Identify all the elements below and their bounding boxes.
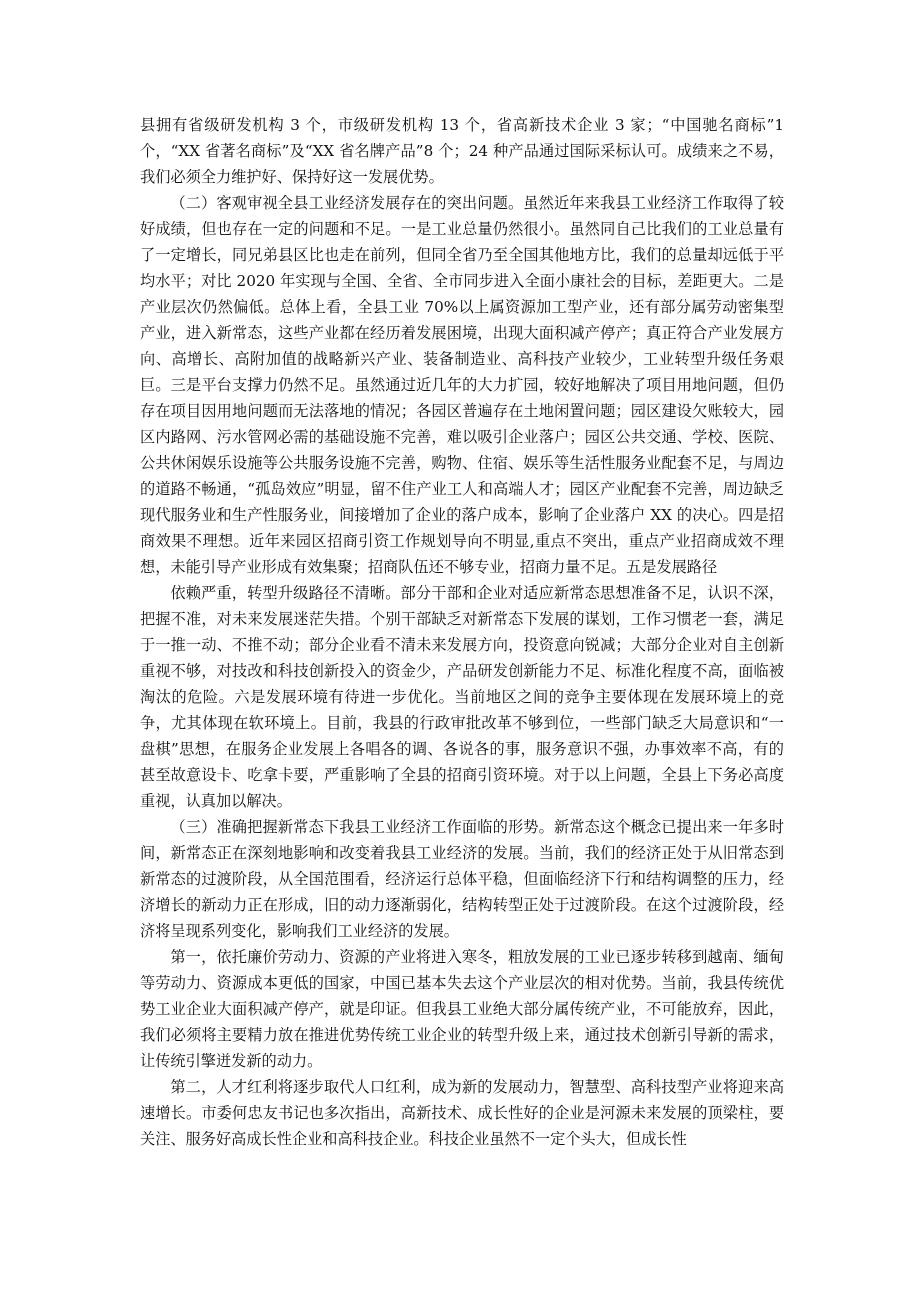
paragraph-path-dependency: 依赖严重，转型升级路径不清晰。部分干部和企业对适应新常态思想准备不足，认识不深，把握不准，对未来发展迷茫失措。个别干部缺乏对新常态下发展的谋划，工作习惯老一套，满足于一推一动、不推不动；部分企业看不清未来发展方向，投资意向锐减；大部分企业对自主创新重视不够，对技改和科技创新投入的资金少，产品研发创新能力不足、标准化程度不高，面临被淘汰的危险。六是发展环境有待进一步优化。当前地区之间的竞争主要体现在发展环境上的竞争，尤其体现在软环境上。目前，我县的行政审批改革不够到位，一些部门缺乏大局意识和“一盘棋”思想，在服务企业发展上各唱各的调、各说各的事，服务意识不强，办事效率不高，有的甚至故意设卡、吃拿卡要，严重影响了全县的招商引资环境。对于以上问题，全县上下务必高度重视，认真加以解决。 bbox=[140, 584, 784, 810]
document-page bbox=[140, 112, 784, 1152]
paragraph-continuation: 县拥有省级研发机构 3 个，市级研发机构 13 个，省高新技术企业 3 家；“中国驰名商标”1 个，“XX 省著名商标”及“XX 省名牌产品”8 个；24 种产品通过国际采标认可。成绩来之不易，我们必须全力维护好、保持好这一发展优势。 bbox=[140, 116, 784, 186]
paragraph-section-two: （二）客观审视全县工业经济发展存在的突出问题。虽然近年来我县工业经济工作取得了较好成绩，但也存在一定的问题和不足。一是工业总量仍然很小。虽然同自己比我们的工业总量有了一定增长，同兄弟县区比也走在前列，但同全省乃至全国其他地方比，我们的总量却远低于平均水平；对比 2020 年实现与全国、全省、全市同步进入全面小康社会的目标，差距更大。二是产业层次仍然偏低。总体上看，全县工业 70%以上属资源加工型产业，还有部分属劳动密集型产业，进入新常态，这些产业都在经历着发展困境，出现大面积减产停产；真正符合产业发展方向、高增长、高附加值的战略新兴产业、装备制造业、高科技产业较少，工业转型升级任务艰巨。三是平台支撑力仍然不足。虽然通过近几年的大力扩园，较好地解决了项目用地问题，但仍存在项目因用地问题而无法落地的情况；各园区普遍存在土地闲置问题；园区建设欠账较大，园区内路网、污水管网必需的基础设施不完善，难以吸引企业落户；园区公共交通、学校、医院、公共休闲娱乐设施等公共服务设施不完善，购物、住宿、娱乐等生活性服务业配套不足，与周边的道路不畅通，“孤岛效应”明显，留不住产业工人和高端人才；园区产业配套不完善，周边缺乏现代服务业和生产性服务业，间接增加了企业的落户成本，影响了企业落户 XX 的决心。四是招商效果不理想。近年来园区招商引资工作规划导向不明显,重点不突出，重点产业招商成效不理想，未能引导产业形成有效集聚；招商队伍还不够专业，招商力量不足。五是发展路径 bbox=[140, 194, 784, 576]
paragraph-second-point: 第二，人才红利将逐步取代人口红利，成为新的发展动力，智慧型、高科技型产业将迎来高速增长。市委何忠友书记也多次指出，高新技术、成长性好的企业是河源未来发展的顶梁柱，要关注、服务好高成长性企业和高科技企业。科技企业虽然不一定个头大，但成长性 bbox=[140, 1078, 784, 1148]
paragraph-first-point: 第一，依托廉价劳动力、资源的产业将进入寒冬，粗放发展的工业已逐步转移到越南、缅甸等劳动力、资源成本更低的国家，中国已基本失去这个产业层次的相对优势。当前，我县传统优势工业企业大面积减产停产，就是印证。但我县工业绝大部分属传统产业，不可能放弃，因此，我们必须将主要精力放在推进优势传统工业企业的转型升级上来，通过技术创新引导新的需求，让传统引擎迸发新的动力。 bbox=[140, 948, 784, 1070]
paragraph-section-three: （三）准确把握新常态下我县工业经济工作面临的形势。新常态这个概念已提出来一年多时间，新常态正在深刻地影响和改变着我县工业经济的发展。当前，我们的经济正处于从旧常态到新常态的过渡阶段，从全国范围看，经济运行总体平稳，但面临经济下行和结构调整的压力，经济增长的新动力正在形成，旧的动力逐渐弱化，结构转型正处于过渡阶段。在这个过渡阶段，经济将呈现系列变化，影响我们工业经济的发展。 bbox=[140, 818, 784, 940]
